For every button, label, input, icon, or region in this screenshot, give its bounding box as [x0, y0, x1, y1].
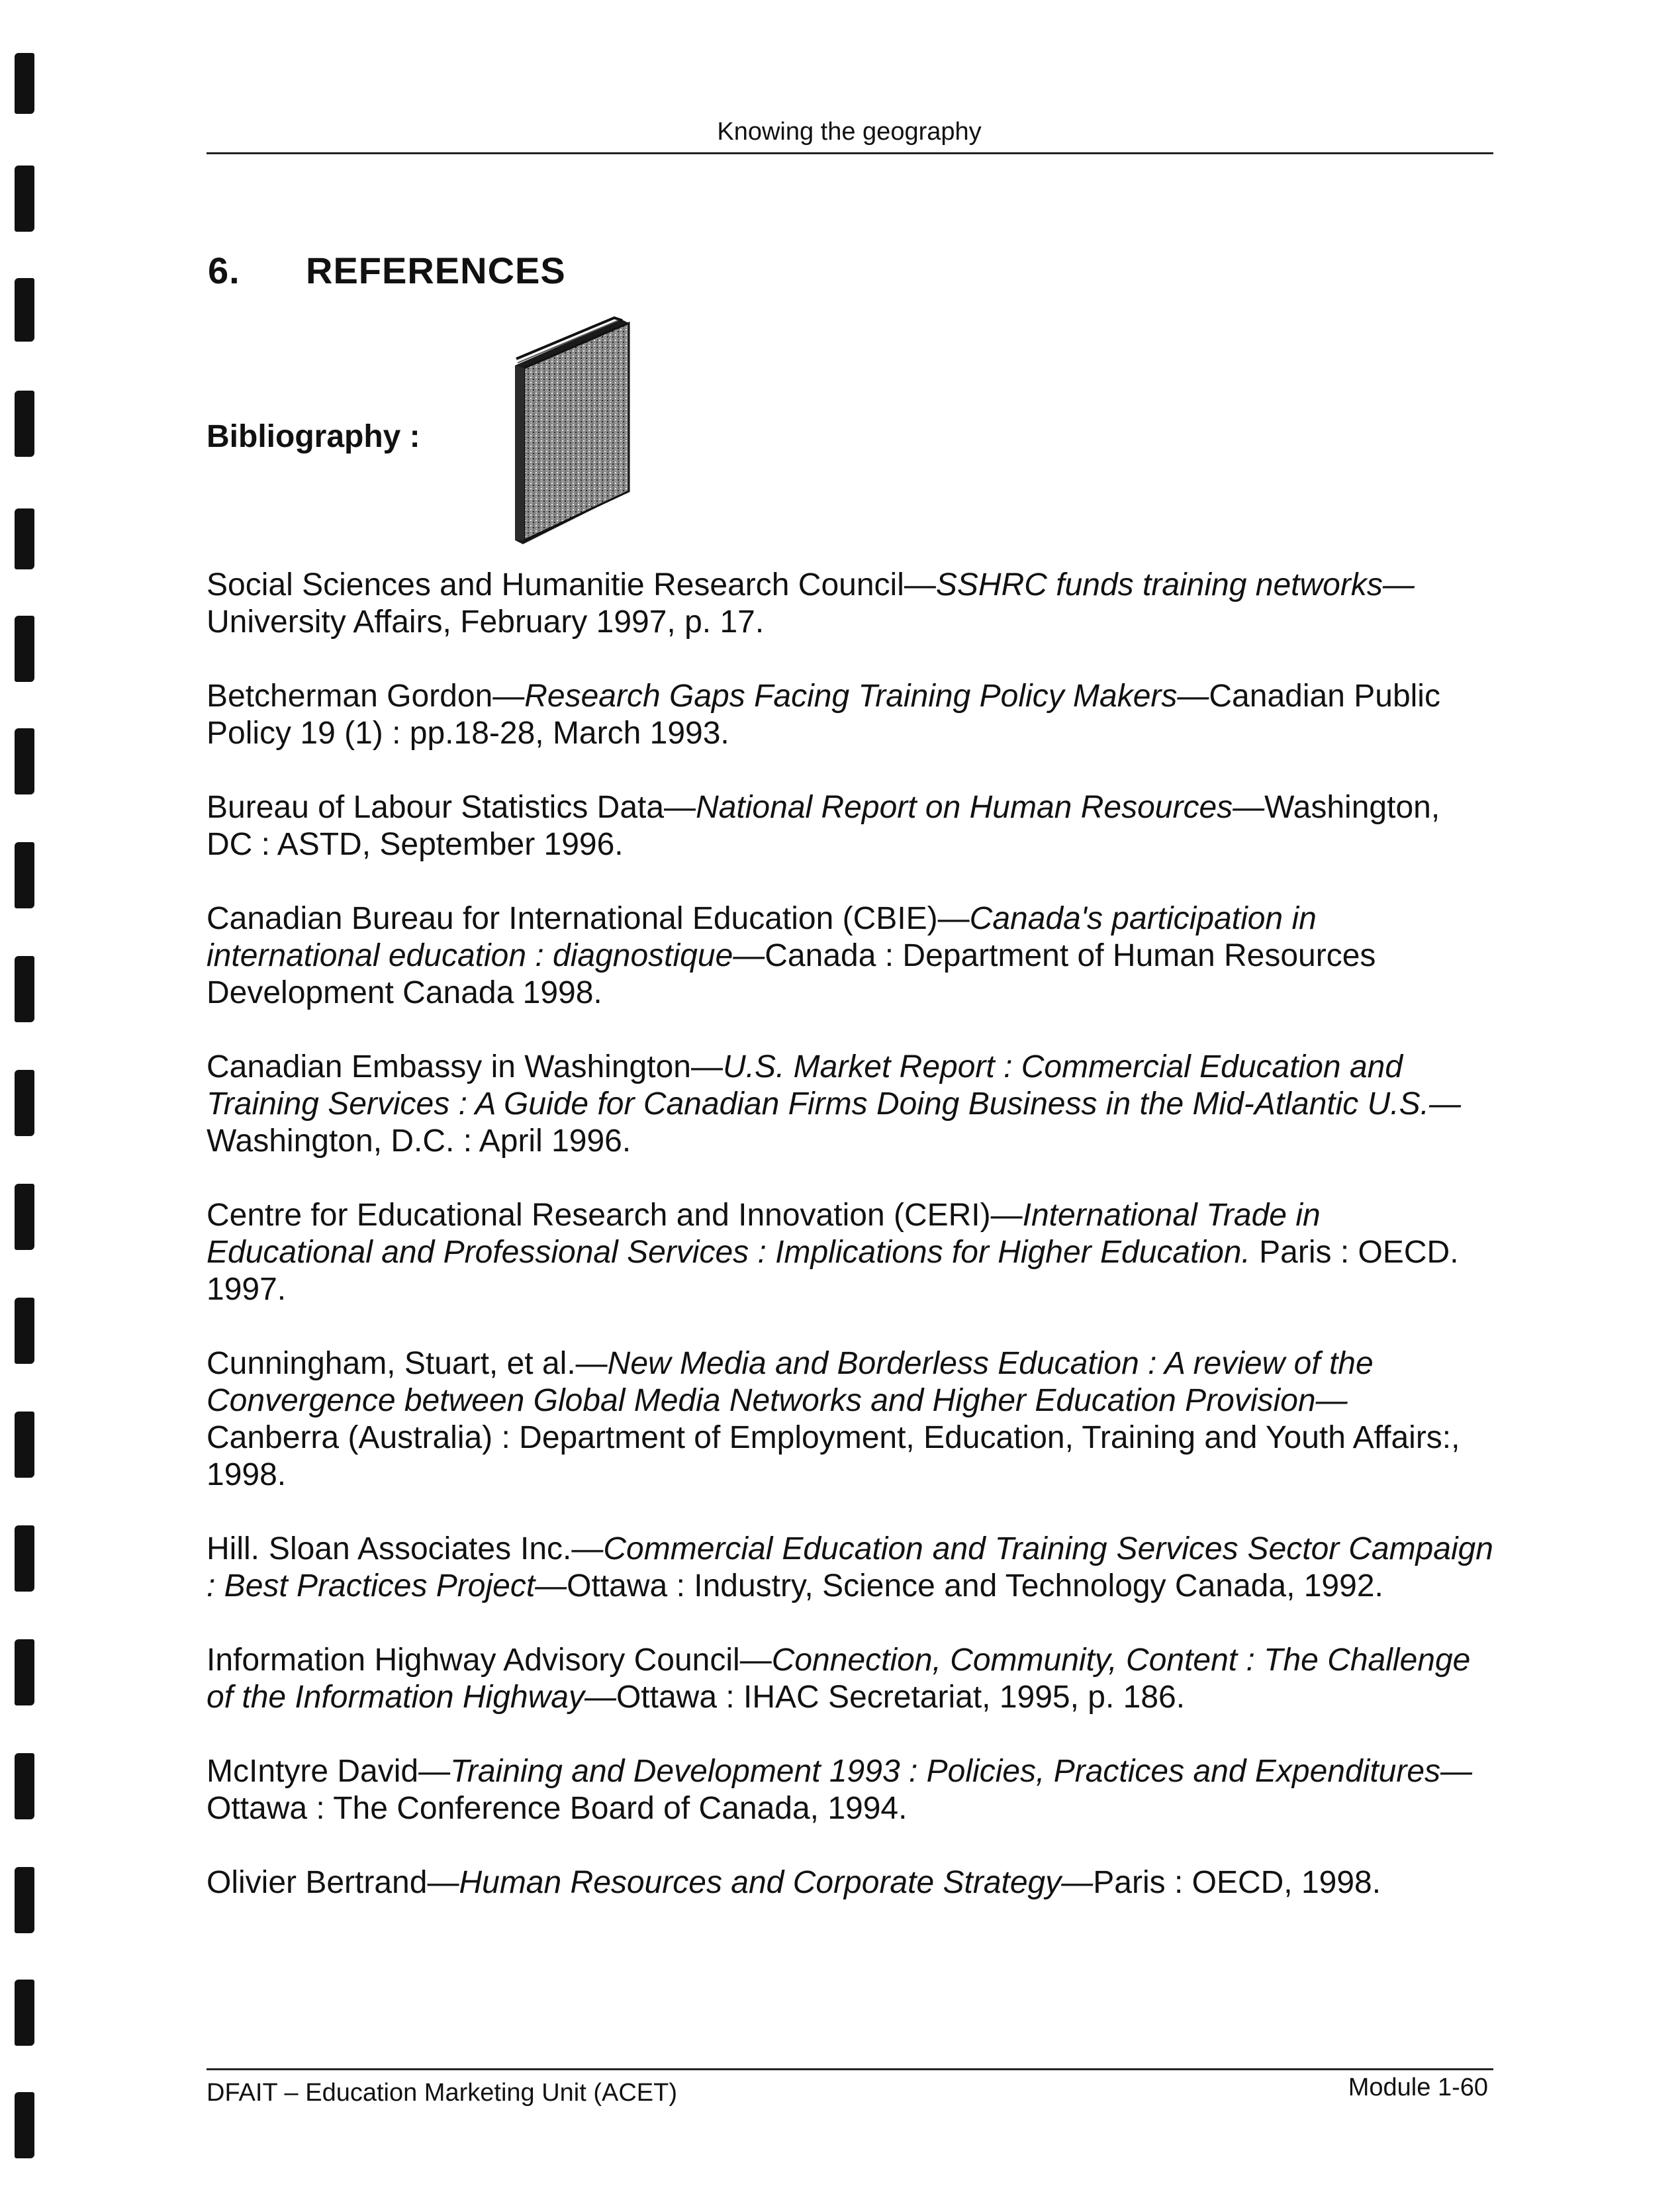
- ref-title: Training and Development 1993 : Policies, Practices and Expenditures—: [450, 1754, 1473, 1789]
- ref-publication: Canadian Public Policy 19 (1) : pp.18-28, March 1993.: [207, 679, 1440, 751]
- ref-title: Connection, Community, Content : The Challenge of the Information Highway—: [207, 1643, 1471, 1715]
- ref-publication: Ottawa : Industry, Science and Technology Canada, 1992.: [567, 1568, 1383, 1604]
- ref-title: Research Gaps Facing Training Policy Makers—: [524, 679, 1209, 714]
- binding-hole: [15, 2092, 34, 2158]
- ref-publication: Ottawa : IHAC Secretariat, 1995, p. 186.: [616, 1680, 1186, 1715]
- binding-hole: [15, 616, 34, 682]
- ref-publication: Canada : Department of Human Resources Development Canada 1998.: [207, 938, 1376, 1010]
- binding-hole: [15, 508, 34, 569]
- ref-publication: Ottawa : The Conference Board of Canada, 1994.: [207, 1791, 908, 1826]
- ref-author: Bureau of Labour Statistics Data—: [207, 790, 696, 825]
- section-title: REFERENCES: [306, 250, 566, 291]
- ref-publication: Washington, DC : ASTD, September 1996.: [207, 790, 1440, 862]
- bibliography-label: Bibliography :: [207, 419, 420, 454]
- reference-entry: [207, 1642, 1493, 1716]
- ref-title: Commercial Education and Training Services Sector Campaign : Best Practices Project—: [207, 1531, 1493, 1604]
- ref-title: International Trade in Educational and Professional Services : Implications for Higher Education.: [207, 1198, 1321, 1270]
- ref-title: National Report on Human Resources—: [696, 790, 1265, 825]
- binding-hole: [15, 1639, 34, 1705]
- ref-publication: Paris : OECD, 1998.: [1093, 1865, 1381, 1900]
- binding-hole: [15, 1753, 34, 1819]
- binding-hole: [15, 956, 34, 1022]
- reference-entry: [207, 1049, 1493, 1160]
- ref-publication: Canberra (Australia) : Department of Employment, Education, Training and Youth Affairs:, 1998.: [207, 1420, 1460, 1492]
- ref-author: McIntyre David—: [207, 1754, 451, 1789]
- ref-author: Social Sciences and Humanitie Research Council—: [207, 567, 936, 602]
- binding-hole: [15, 278, 34, 342]
- ref-title: Human Resources and Corporate Strategy—: [459, 1865, 1094, 1900]
- binding-hole: [15, 1867, 34, 1933]
- ref-publication: Paris : OECD. 1997.: [207, 1235, 1459, 1307]
- ref-author: Betcherman Gordon—: [207, 679, 525, 714]
- binding-hole: [15, 1525, 34, 1592]
- ref-title: Canada's participation in international education : diagnostique—: [207, 901, 1317, 973]
- reference-entry: [207, 1345, 1493, 1494]
- section-heading: [208, 249, 566, 292]
- book-icon: [508, 312, 654, 551]
- footer-right: Module 1-60: [1348, 2074, 1488, 2101]
- binding-hole: [15, 1184, 34, 1250]
- reference-entry: [207, 789, 1493, 863]
- ref-author: Olivier Bertrand—: [207, 1865, 459, 1900]
- binding-hole: [15, 53, 34, 114]
- footer-left: DFAIT – Education Marketing Unit (ACET): [207, 2079, 677, 2107]
- ref-author: Canadian Embassy in Washington—: [207, 1049, 723, 1084]
- reference-entry: [207, 567, 1493, 641]
- binding-hole: [15, 1070, 34, 1136]
- ref-title: New Media and Borderless Education : A review of the Convergence between Global Media Networks and Higher Education Provision—: [207, 1346, 1374, 1418]
- ref-author: Canadian Bureau for International Education (CBIE)—: [207, 901, 970, 936]
- ref-author: Information Highway Advisory Council—: [207, 1643, 772, 1678]
- ref-author: Centre for Educational Research and Innovation (CERI)—: [207, 1198, 1023, 1233]
- ref-title: U.S. Market Report : Commercial Education and Training Services : A Guide for Canadian Firms Doing Business in the Mid-Atlantic U.S.—: [207, 1049, 1461, 1122]
- ref-author: Cunningham, Stuart, et al.—: [207, 1346, 608, 1381]
- binding-hole: [15, 1298, 34, 1364]
- binding-hole: [15, 842, 34, 908]
- reference-entry: [207, 900, 1493, 1012]
- reference-entry: [207, 1864, 1493, 1901]
- ref-publication: University Affairs, February 1997, p. 17.: [207, 604, 765, 640]
- ref-author: Hill. Sloan Associates Inc.—: [207, 1531, 604, 1566]
- reference-list: [207, 567, 1493, 1939]
- binding-hole: [15, 728, 34, 794]
- running-header: Knowing the geography: [717, 118, 982, 146]
- binding-hole: [15, 166, 34, 232]
- binding-hole: [15, 1980, 34, 2046]
- section-number: 6.: [208, 250, 240, 291]
- header-rule: [207, 152, 1493, 154]
- ref-publication: Washington, D.C. : April 1996.: [207, 1124, 631, 1159]
- binding-holes: [0, 0, 60, 2204]
- ref-title: SSHRC funds training networks—: [935, 567, 1415, 602]
- footer-rule: [207, 2068, 1493, 2070]
- binding-hole: [15, 1412, 34, 1478]
- reference-entry: [207, 1197, 1493, 1308]
- reference-entry: [207, 1531, 1493, 1605]
- reference-entry: [207, 678, 1493, 752]
- binding-hole: [15, 391, 34, 457]
- reference-entry: [207, 1753, 1493, 1827]
